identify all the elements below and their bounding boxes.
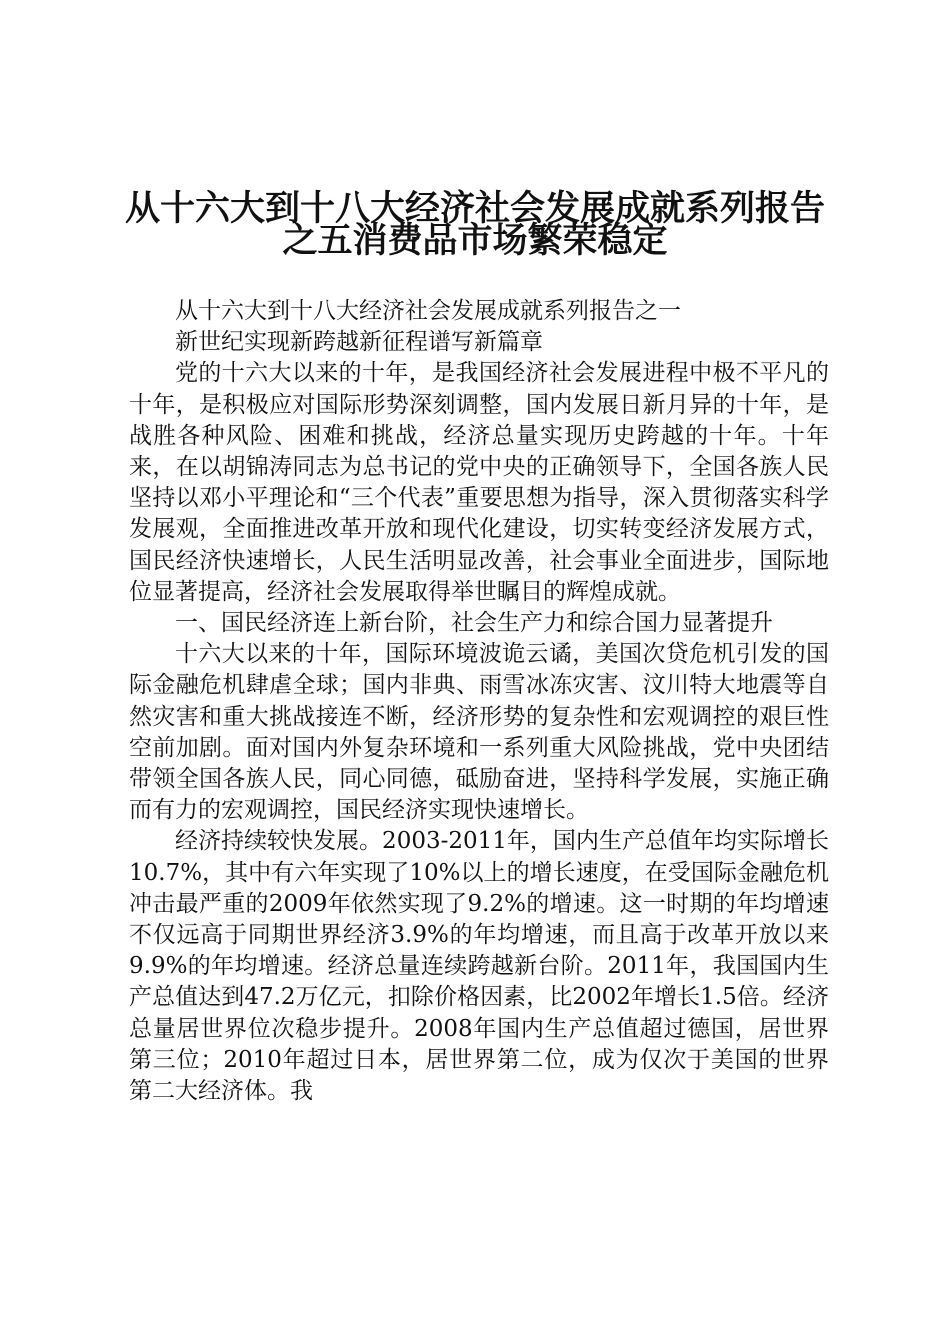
document-body <box>129 296 829 1107</box>
section-heading-one: 一、国民经济连上新台阶，社会生产力和综合国力显著提升 <box>175 610 773 637</box>
document-title-line2: 之五消费品市场繁荣稳定 <box>282 221 668 261</box>
subtitle-headline: 新世纪实现新跨越新征程谱写新篇章 <box>175 329 543 356</box>
subtitle-report-series: 从十六大到十八大经济社会发展成就系列报告之一 <box>175 298 681 324</box>
paragraph-economy: 经济持续较快发展。2003-2011年，国内生产总值年均实际增长10.7%，其中有六年实现了10%以上的增长速度，在受国际金融危机冲击最严重的2009年依然实现了9.2%的增速。这一时期的年均增速不仅远高于同期世界经济3.9%的年均增速，而且高于改革开放以来9.9%的年均增速。经济总量连续跨越新台阶。2011年，我国国内生产总值达到47.2万亿元，扣除价格因素，比2002年增长1.5倍。经济总量居世界位次稳步提升。2008年国内生产总值超过德国，居世界第三位；2010年超过日本，居世界第二位，成为仅次于美国的世界第二大经济体。我 <box>129 828 829 1105</box>
paragraph-context: 十六大以来的十年，国际环境波诡云谲，美国次贷危机引发的国际金融危机肆虐全球；国内非典、雨雪冰冻灾害、汶川特大地震等自然灾害和重大挑战接连不断，经济形势的复杂性和宏观调控的艰巨性空前加剧。面对国内外复杂环境和一系列重大风险挑战，党中央团结带领全国各族人民，同心同德，砥励奋进，坚持科学发展，实施正确而有力的宏观调控，国民经济实现快速增长。 <box>129 641 829 824</box>
document-title-line1: 从十六大到十八大经济社会发展成就系列报告 <box>124 189 825 229</box>
paragraph-intro: 党的十六大以来的十年，是我国经济社会发展进程中极不平凡的十年，是积极应对国际形势深刻调整，国内发展日新月异的十年，是战胜各种风险、困难和挑战，经济总量实现历史跨越的十年。十年来，在以胡锦涛同志为总书记的党中央的正确领导下，全国各族人民坚持以邓小平理论和“三个代表”重要思想为指导，深入贯彻落实科学发展观，全面推进改革开放和现代化建设，切实转变经济发展方式，国民经济快速增长，人民生活明显改善，社会事业全面进步，国际地位显著提高，经济社会发展取得举世瞩目的辉煌成就。 <box>129 360 829 605</box>
